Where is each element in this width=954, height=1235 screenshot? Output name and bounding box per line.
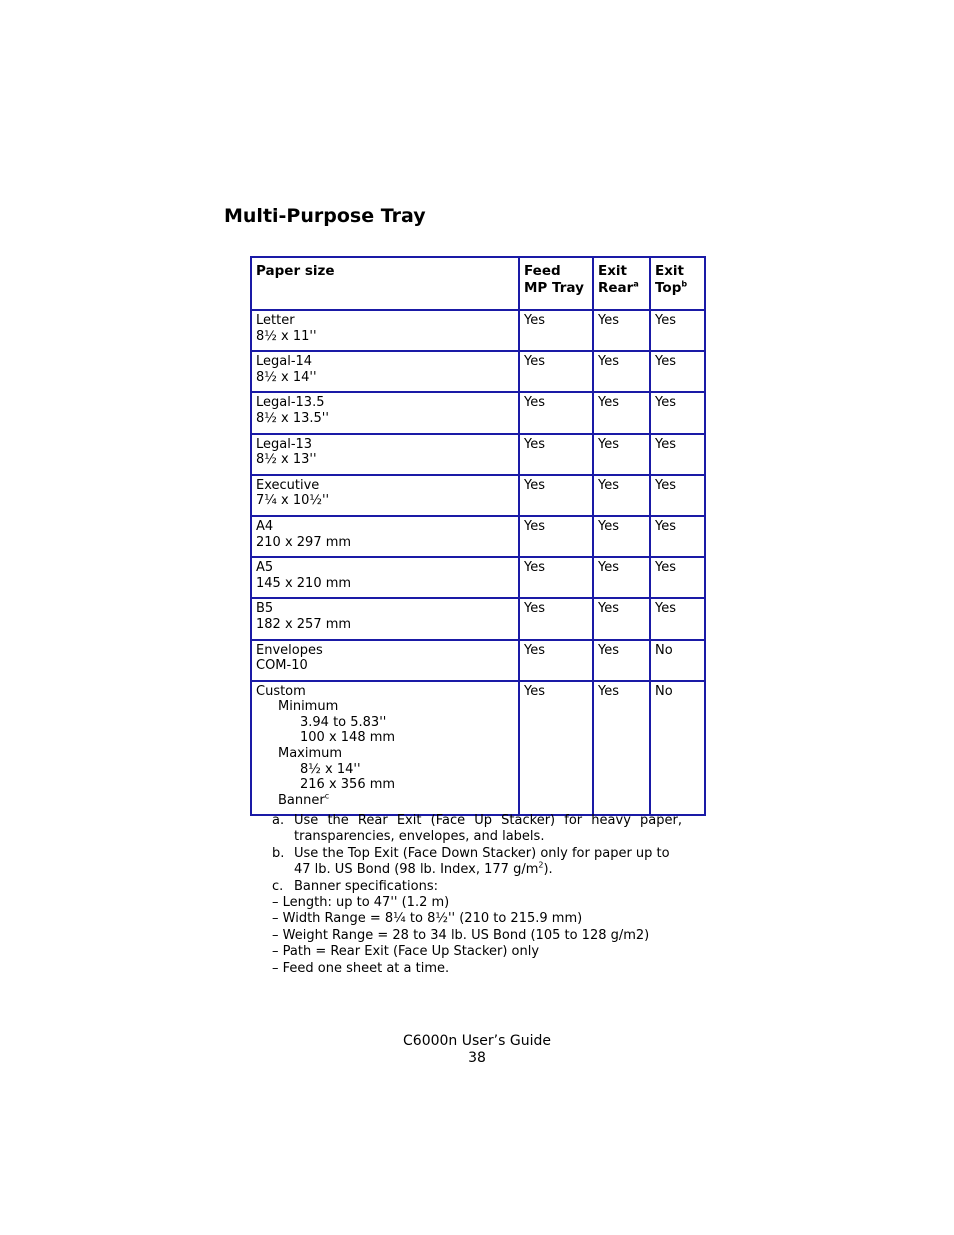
exit-rear-cell: Yes (593, 351, 650, 392)
banner-spec-item: – Feed one sheet at a time. (272, 960, 450, 976)
footnote-a: a. Use the Rear Exit (Face Up Stacker) for heavy paper, transparencies, envelopes, and labels. (272, 813, 682, 845)
table-row (251, 557, 705, 598)
exit-top-cell: Yes (650, 598, 705, 639)
custom-maximum-mm: 216 x 356 mm (300, 777, 396, 793)
exit-rear-cell: Yes (593, 475, 650, 516)
banner-spec-item: – Weight Range = 28 to 34 lb. US Bond (105 to 128 g/m2) (272, 927, 650, 943)
exit-rear-cell: Yes (593, 392, 650, 433)
exit-top-cell: Yes (650, 392, 705, 433)
table-row-custom (251, 681, 705, 816)
exit-top-cell: Yes (650, 475, 705, 516)
exit-top-cell: Yes (650, 434, 705, 475)
table-row (251, 310, 705, 351)
paper-size-cell: A5 145 x 210 mm (251, 557, 519, 598)
feed-cell: Yes (519, 516, 593, 557)
exit-top-cell: Yes (650, 557, 705, 598)
table-row (251, 598, 705, 639)
page-heading: Multi-Purpose Tray (224, 205, 426, 227)
table-row (251, 434, 705, 475)
exit-top-cell: No (650, 681, 705, 816)
custom-minimum-label: Minimum (278, 699, 339, 715)
exit-rear-cell: Yes (593, 557, 650, 598)
custom-maximum-label: Maximum (278, 746, 343, 762)
banner-spec-item: – Path = Rear Exit (Face Up Stacker) only (272, 944, 540, 960)
custom-banner-label: Banner$^c$ (278, 791, 330, 808)
header-exit-rear: Exit Rear$^a$ (593, 257, 650, 310)
guide-title: C6000n User’s Guide (403, 1033, 551, 1049)
table-row (251, 516, 705, 557)
paper-size-cell: Envelopes COM-10 (251, 640, 519, 681)
exit-top-cell: No (650, 640, 705, 681)
header-feed-mp-tray: Feed MP Tray (519, 257, 593, 310)
exit-top-cell: Yes (650, 516, 705, 557)
exit-rear-cell: Yes (593, 681, 650, 816)
exit-rear-cell: Yes (593, 434, 650, 475)
feed-cell: Yes (519, 557, 593, 598)
table-row (251, 392, 705, 433)
paper-size-cell: Legal-13 8½ x 13'' (251, 434, 519, 475)
footnote-ref-b: b (681, 279, 688, 289)
feed-cell: Yes (519, 392, 593, 433)
feed-cell: Yes (519, 434, 593, 475)
custom-maximum-inches: 8½ x 14'' (300, 761, 361, 777)
paper-size-cell: Letter 8½ x 11'' (251, 310, 519, 351)
header-paper-size: Paper size (251, 257, 519, 310)
paper-size-cell: A4 210 x 297 mm (251, 516, 519, 557)
exit-rear-cell: Yes (593, 516, 650, 557)
paper-size-cell: Legal-14 8½ x 14'' (251, 351, 519, 392)
footnote-b: b. Use the Top Exit (Face Down Stacker) only for paper up to 47 lb. US Bond (98 lb. Index, 177 $g/m^2$). (272, 845, 670, 878)
exit-rear-cell: Yes (593, 598, 650, 639)
feed-cell: Yes (519, 475, 593, 516)
exit-top-cell: Yes (650, 310, 705, 351)
exit-rear-cell: Yes (593, 310, 650, 351)
footnote-ref-a: a (633, 279, 639, 289)
feed-cell: Yes (519, 310, 593, 351)
table-header-row (251, 257, 705, 310)
paper-size-cell: B5 182 x 257 mm (251, 598, 519, 639)
paper-size-table (250, 256, 706, 816)
table-row (251, 475, 705, 516)
banner-spec-item: – Length: up to 47'' (1.2 m) (272, 895, 450, 911)
table-row (251, 351, 705, 392)
table-footnotes (272, 813, 682, 977)
paper-size-cell-custom: Custom Minimum 3.94 to 5.83'' 100 x 148 mm Maximum 8½ x 14'' 216 x 356 mm Banner$^c$ (251, 681, 519, 816)
custom-minimum-inches: 3.94 to 5.83'' (300, 714, 387, 730)
footnote-c: c. Banner specifications: (272, 878, 438, 894)
footnote-ref-c: c (324, 791, 330, 801)
feed-cell: Yes (519, 640, 593, 681)
exit-rear-cell: Yes (593, 640, 650, 681)
paper-size-cell: Legal-13.5 8½ x 13.5'' (251, 392, 519, 433)
custom-minimum-mm: 100 x 148 mm (300, 730, 396, 746)
feed-cell: Yes (519, 351, 593, 392)
exit-top-cell: Yes (650, 351, 705, 392)
table-row (251, 640, 705, 681)
paper-size-cell: Executive 7¼ x 10½'' (251, 475, 519, 516)
feed-cell: Yes (519, 681, 593, 816)
banner-spec-item: – Width Range = 8¼ to 8½'' (210 to 215.9 mm) (272, 911, 583, 927)
page-footer (0, 1033, 954, 1067)
feed-cell: Yes (519, 598, 593, 639)
page-number: 38 (468, 1050, 486, 1066)
header-exit-top: Exit Top$^b$ (650, 257, 705, 310)
